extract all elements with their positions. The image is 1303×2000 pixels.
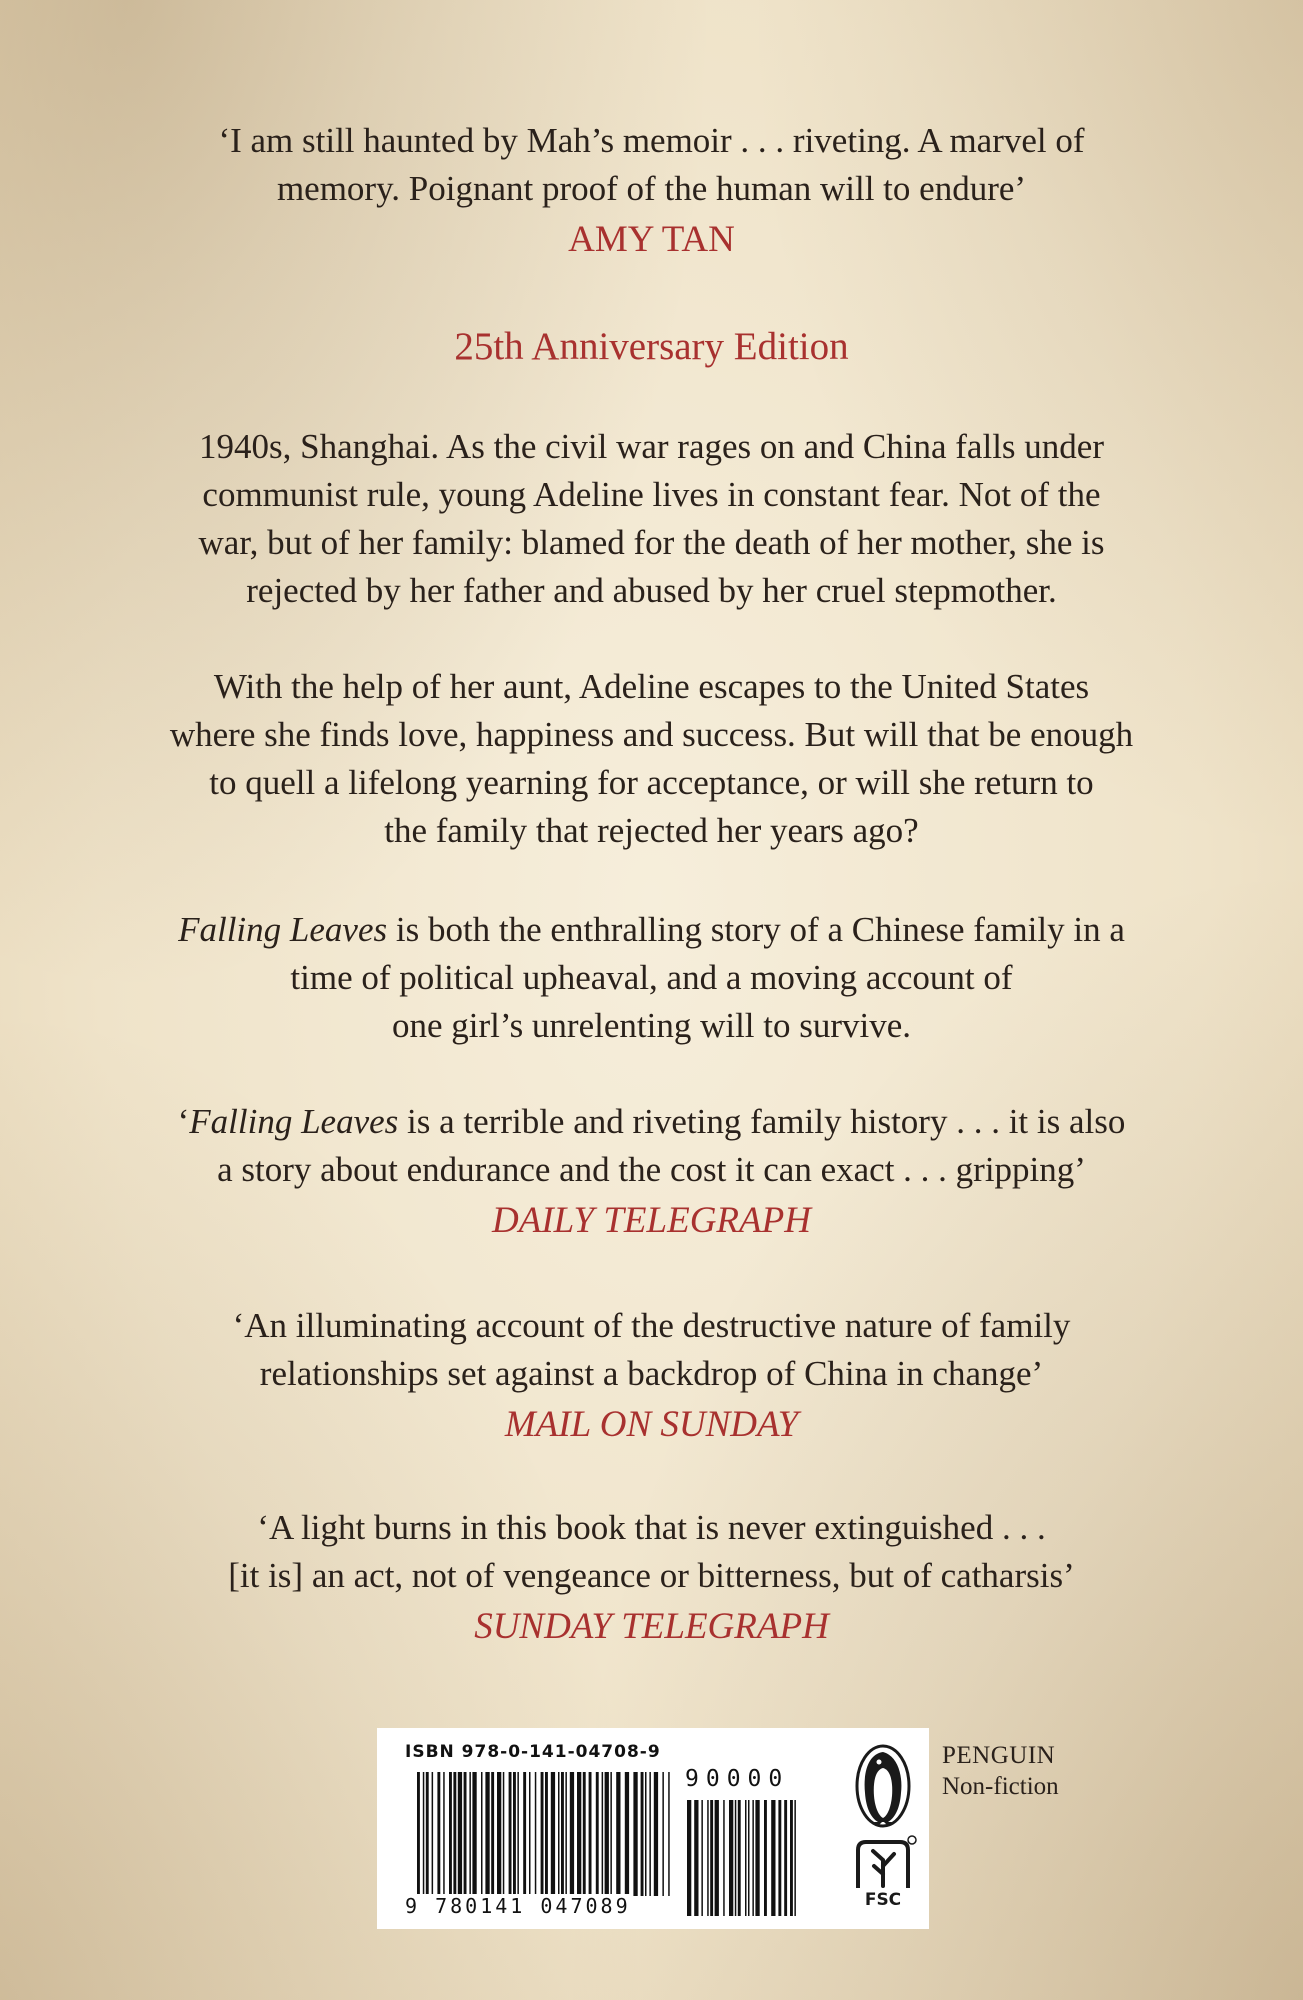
quote-attribution: SUNDAY TELEGRAPH [474, 1606, 829, 1647]
quote-open-mark: ‘ [177, 1102, 190, 1141]
barcode-bar [794, 1800, 796, 1916]
blurb-line: With the help of her aunt, Adeline escapes to the United States [213, 667, 1090, 706]
barcode-digits: 9 780141 047089 [405, 1894, 631, 1918]
isbn-label: ISBN 978-0-141-04708-9 [405, 1742, 661, 1762]
fsc-label: FSC [864, 1890, 902, 1910]
barcode-bar [723, 1800, 725, 1916]
barcode-bar [755, 1800, 759, 1916]
barcode-bar [694, 1800, 698, 1916]
quote-attribution: MAIL ON SUNDAY [504, 1404, 799, 1445]
blurb-paragraph-3 [0, 906, 1303, 1050]
quote-line: [it is] an act, not of vengeance or bitterness, but of catharsis’ [228, 1556, 1075, 1595]
blurb-paragraph-1 [0, 423, 1303, 615]
blurb-line: the family that rejected her years ago? [384, 811, 919, 850]
blurb-line: one girl’s unrelenting will to survive. [391, 1006, 912, 1045]
blurb-line: rejected by her father and abused by her cruel stepmother. [246, 571, 1057, 610]
barcode-bar [778, 1800, 781, 1916]
barcode-bar [710, 1800, 713, 1916]
barcode-bar [738, 1800, 741, 1916]
quote-mail-on-sunday [0, 1302, 1303, 1450]
price-addon-digits: 90000 [685, 1766, 790, 1792]
barcode-bar [687, 1800, 691, 1916]
blurb-line: war, but of her family: blamed for the death of her mother, she is [198, 523, 1105, 562]
quote-line [0, 1098, 1303, 1146]
quote-line: ‘An illuminating account of the destructive nature of family [232, 1306, 1071, 1345]
barcode-bar [771, 1800, 775, 1916]
barcode-bar [752, 1800, 754, 1916]
publisher-logos [838, 1738, 928, 1928]
quote-line: relationships set against a backdrop of China in change’ [259, 1354, 1044, 1393]
book-genre: Non-fiction [942, 1773, 1059, 1800]
barcode-bar [748, 1800, 750, 1916]
quote-sunday-telegraph [0, 1504, 1303, 1652]
quote-daily-telegraph [0, 1098, 1303, 1246]
book-title: Falling Leaves [178, 910, 388, 949]
barcode-bar [707, 1800, 709, 1916]
quote-attribution: AMY TAN [568, 219, 735, 260]
blurb-line: where she finds love, happiness and success. But will that be enough [169, 715, 1134, 754]
quote-line: ‘I am still haunted by Mah’s memoir . . . riveting. A marvel of [218, 121, 1085, 160]
quote-attribution: DAILY TELEGRAPH [492, 1200, 811, 1241]
barcode-bar [735, 1800, 737, 1916]
publisher-name: PENGUIN [942, 1742, 1056, 1769]
blurb-line: time of political upheaval, and a moving account of [290, 958, 1013, 997]
quote-amy-tan [0, 117, 1303, 265]
barcode-bar [701, 1800, 703, 1916]
blurb-text: is both the enthralling story of a Chinese family in a [387, 910, 1125, 949]
barcode-bar [764, 1800, 767, 1916]
barcode-bar [745, 1800, 747, 1916]
blurb-line: to quell a lifelong yearning for acceptance, or will she return to [209, 763, 1094, 802]
barcode-bar [784, 1800, 787, 1916]
quote-text: is a terrible and riveting family history . . . it is also [398, 1102, 1126, 1141]
blurb-line [0, 906, 1303, 954]
barcode-bar [715, 1800, 719, 1916]
barcode-bar [790, 1800, 793, 1916]
quote-line: ‘A light burns in this book that is never extinguished . . . [257, 1508, 1046, 1547]
blurb-line: communist rule, young Adeline lives in constant fear. Not of the [202, 475, 1101, 514]
quote-line: memory. Poignant proof of the human will to endure’ [276, 169, 1027, 208]
blurb-line: 1940s, Shanghai. As the civil war rages on and China falls under [199, 427, 1104, 466]
book-title: Falling Leaves [189, 1102, 399, 1141]
quote-line: a story about endurance and the cost it can exact . . . gripping’ [217, 1150, 1086, 1189]
barcode-bar [729, 1800, 733, 1916]
edition-heading: 25th Anniversary Edition [454, 325, 849, 368]
blurb-paragraph-2 [0, 663, 1303, 855]
